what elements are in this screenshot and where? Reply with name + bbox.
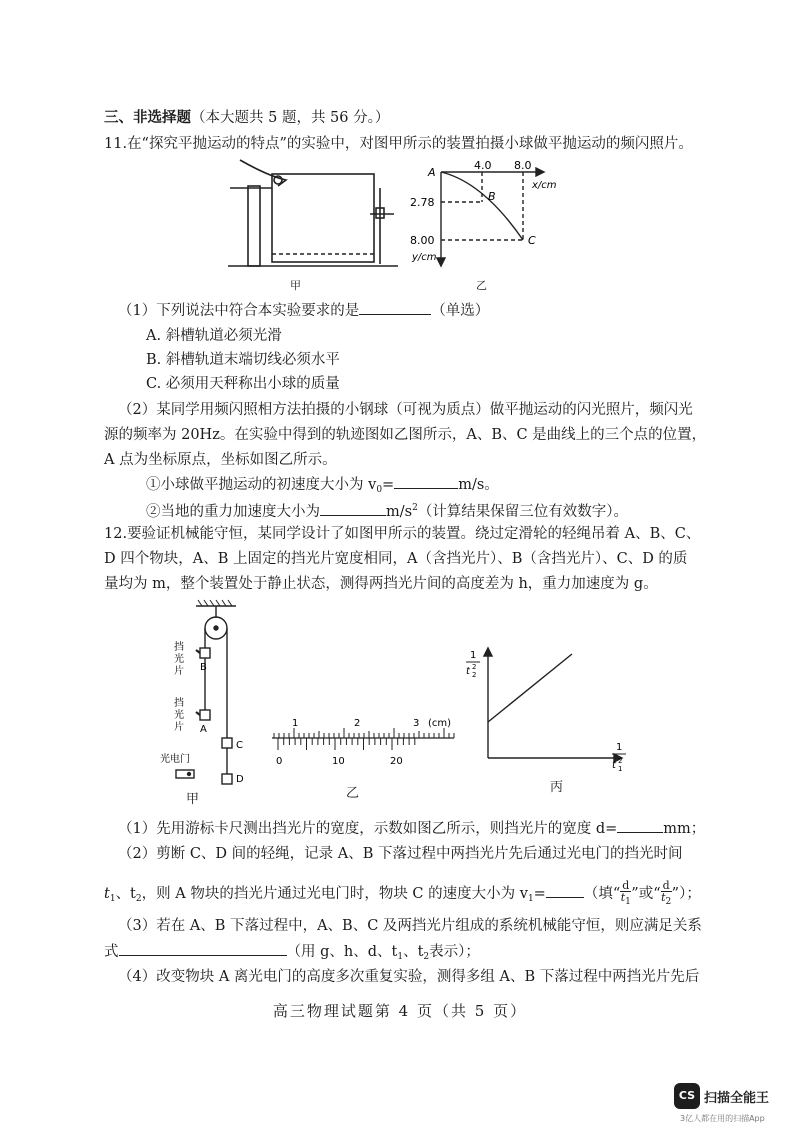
q11-part2-line2: 源的频率为 20Hz。在实验中得到的轨迹图如乙图所示，A、B、C 是曲线上的三个点的位置， bbox=[104, 427, 707, 443]
q11-sub2: ②当地的重力加速度大小为 $m/s^2$（计算结果保留三位有效数字）。 bbox=[146, 503, 629, 520]
svg-text:1: 1 bbox=[616, 742, 623, 753]
q11-option-a: A. 斜槽轨道必须光滑 bbox=[146, 328, 282, 344]
watermark-subtitle: 3亿人都在用的扫描App bbox=[680, 1114, 765, 1123]
svg-text:10: 10 bbox=[332, 756, 345, 767]
q12-stem-line1: 12.要验证机械能守恒，某同学设计了如图甲所示的装置。绕过定滑轮的轻绳吊着 A、B、C、 bbox=[104, 526, 701, 542]
q11-part1: （1）下列说法中符合本实验要求的是 （单选） bbox=[118, 300, 489, 321]
block-b bbox=[200, 648, 210, 658]
q11-fig-yi-label: 乙 bbox=[476, 279, 487, 292]
q11-sub2-blank[interactable] bbox=[320, 501, 386, 516]
svg-text:2: 2 bbox=[472, 671, 477, 679]
q11-part2-line1: （2）某同学用频闪照相方法拍摄的小钢球（可视为质点）做平抛运动的闪光照片，频闪光 bbox=[118, 402, 693, 418]
svg-text:20: 20 bbox=[390, 756, 403, 767]
y-tick-1: 2.78 bbox=[410, 196, 435, 209]
point-a-label: A bbox=[428, 166, 436, 179]
photogate-label: 光电门 bbox=[160, 754, 190, 765]
svg-text:1: 1 bbox=[292, 718, 299, 729]
q11-figure-jia bbox=[228, 158, 408, 280]
q12-part1-blank[interactable] bbox=[617, 818, 663, 833]
q11-part2-line3: A 点为坐标原点，坐标如图乙所示。 bbox=[104, 452, 337, 468]
q12-part2-blank[interactable] bbox=[546, 883, 584, 898]
section-heading: 三、非选择题（本大题共 5 题，共 56 分。） bbox=[104, 109, 390, 126]
q11-figure-yi bbox=[408, 158, 558, 280]
svg-text:2: 2 bbox=[618, 757, 623, 765]
svg-text:光: 光 bbox=[174, 654, 184, 665]
board bbox=[272, 174, 374, 262]
q12-stem-line3: 量均为 m，整个装置处于静止状态，测得两挡光片间的高度差为 h，重力加速度为 g。 bbox=[104, 576, 658, 592]
q11-sub1-blank[interactable] bbox=[394, 474, 458, 489]
svg-text:1: 1 bbox=[618, 765, 623, 773]
x-tick-1: 4.0 bbox=[474, 159, 492, 172]
q11-option-c: C. 必须用天秤称出小球的质量 bbox=[146, 376, 340, 392]
q12-part4-line1: （4）改变物块 A 离光电门的高度多次重复实验，测得多组 A、B 下落过程中两挡光片先后 bbox=[118, 969, 700, 985]
label-b: B bbox=[200, 662, 207, 673]
y-axis-label: y/cm bbox=[412, 252, 437, 263]
label-d: D bbox=[236, 774, 244, 785]
label-a: A bbox=[200, 724, 207, 735]
q11-part1-blank[interactable] bbox=[359, 300, 431, 315]
x-axis-label: x/cm bbox=[532, 180, 557, 191]
watermark-title: 扫描全能王 bbox=[704, 1091, 770, 1106]
svg-text:(cm): (cm) bbox=[428, 718, 452, 729]
q12-figure-bing bbox=[456, 640, 636, 780]
svg-text:3: 3 bbox=[413, 718, 420, 729]
svg-text:光: 光 bbox=[174, 710, 184, 721]
q12-stem-line2: D 四个物块，A、B 上固定的挡光片宽度相同，A（含挡光片）、B（含挡光片）、C、D 的质 bbox=[104, 551, 688, 567]
q11-fig-jia-label: 甲 bbox=[290, 279, 301, 292]
svg-text:t: t bbox=[466, 666, 470, 677]
q12-fig-yi-label: 乙 bbox=[346, 786, 360, 801]
q12-part2-line1: （2）剪断 C、D 间的轻绳，记录 A、B 下落过程中两挡光片先后通过光电门的挡光时间 bbox=[118, 846, 683, 862]
q12-part3-line1: （3）若在 A、B 下落过程中，A、B、C 及两挡光片组成的系统机械能守恒，则应满足关系 bbox=[118, 918, 702, 934]
svg-text:0: 0 bbox=[276, 756, 283, 767]
stand-post bbox=[248, 186, 260, 266]
svg-text:挡: 挡 bbox=[174, 642, 184, 653]
q12-part1: （1）先用游标卡尺测出挡光片的宽度，示数如图乙所示，则挡光片的宽度 d= mm； bbox=[118, 818, 705, 839]
fit-line bbox=[488, 654, 572, 722]
q11-sub1: ①小球做平抛运动的初速度大小为 $v_0= m/s$。 bbox=[146, 474, 499, 500]
q11-option-b: B. 斜槽轨道末端切线必须水平 bbox=[146, 352, 340, 368]
svg-text:1: 1 bbox=[470, 650, 477, 661]
cs-logo-icon: CS bbox=[674, 1083, 700, 1109]
q12-part3-line2: 式 （用 g、h、d、$t_1$、$t_2$表示）； bbox=[104, 941, 480, 967]
block-a bbox=[200, 710, 210, 720]
q12-fig-bing-label: 丙 bbox=[550, 780, 564, 795]
svg-text:2: 2 bbox=[472, 663, 477, 671]
point-b-label: B bbox=[488, 190, 496, 203]
q12-part2-line2: $t_1$、$t_2$，则 A 物块的挡光片通过光电门时，物块 C 的速度大小为 $v_1=$ （填“ $\frac{d}{t_1}$ ”或“ $\frac{d}{t_2}$ ”）； bbox=[104, 879, 701, 907]
q12-figure-jia bbox=[156, 598, 266, 796]
label-c: C bbox=[236, 740, 243, 751]
photogate bbox=[176, 770, 194, 778]
block-d bbox=[222, 774, 232, 784]
svg-text:挡: 挡 bbox=[174, 698, 184, 709]
svg-text:片: 片 bbox=[174, 666, 184, 677]
x-tick-2: 8.0 bbox=[514, 159, 532, 172]
block-c bbox=[222, 738, 232, 748]
point-c-label: C bbox=[528, 234, 536, 247]
y-tick-2: 8.00 bbox=[410, 234, 435, 247]
q12-figure-yi bbox=[268, 712, 458, 772]
q12-part3-blank[interactable] bbox=[119, 941, 287, 956]
q11-stem: 11.在“探究平抛运动的特点”的实验中，对图甲所示的装置拍摄小球做平抛运动的频闪照片。 bbox=[104, 136, 693, 152]
svg-text:t: t bbox=[612, 760, 616, 771]
scanner-watermark bbox=[674, 1083, 786, 1123]
q12-fig-jia-label: 甲 bbox=[186, 792, 200, 807]
ramp bbox=[240, 160, 286, 186]
svg-text:2: 2 bbox=[354, 718, 361, 729]
svg-text:片: 片 bbox=[174, 722, 184, 733]
page-footer: 高三物理试题第 4 页（共 5 页） bbox=[272, 1002, 528, 1020]
